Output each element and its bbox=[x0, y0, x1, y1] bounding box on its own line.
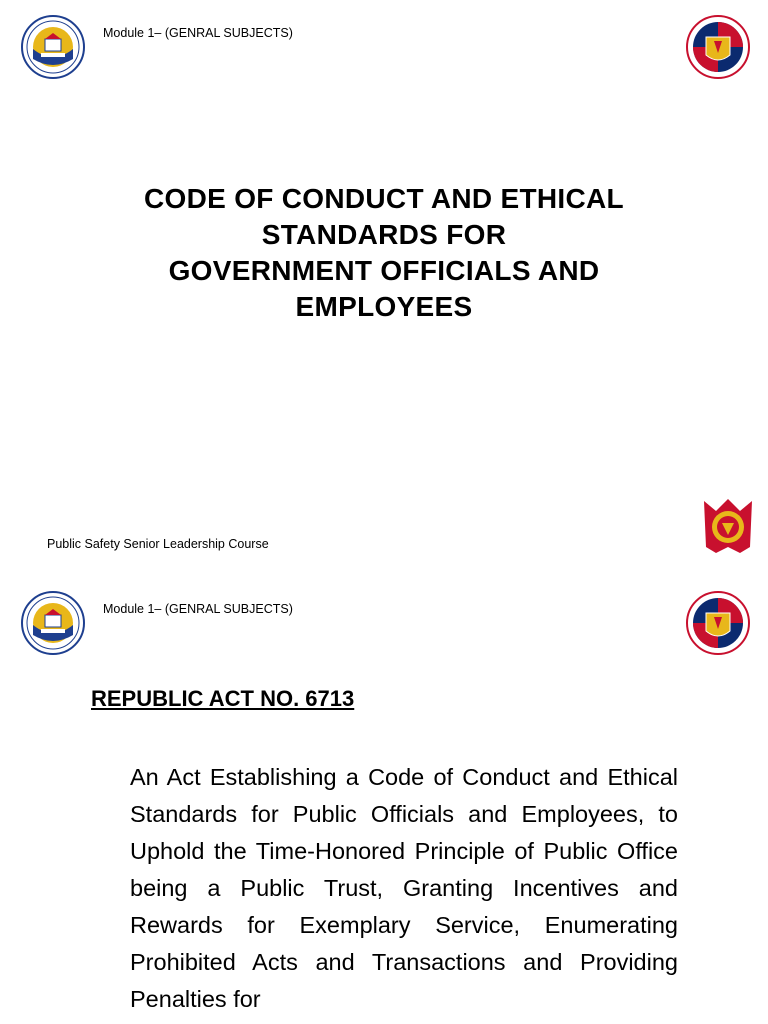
module-header: Module 1– (GENRAL SUBJECTS) bbox=[103, 26, 293, 40]
pnp-badge-icon bbox=[700, 497, 756, 557]
title-line-1: CODE OF CONDUCT AND ETHICAL bbox=[144, 183, 624, 214]
slide-title-text bbox=[84, 181, 684, 325]
pnpa-seal-icon bbox=[686, 15, 750, 79]
republic-act-description: An Act Establishing a Code of Conduct and Ethical Standards for Public Officials and Employees, to Uphold the Time-Honored Principle of Public Office being a Public Trust, Granting Incentives and Rewards for Exemplary Service, Enumerating Prohibited Acts and Transactions and Providing Penalties for bbox=[130, 764, 678, 1012]
pnpa-seal-icon bbox=[686, 591, 750, 655]
course-footer: Public Safety Senior Leadership Course bbox=[47, 537, 269, 551]
title-line-4: EMPLOYEES bbox=[295, 291, 473, 322]
school-seal-icon bbox=[21, 15, 85, 79]
slide-republic-act bbox=[0, 576, 768, 1024]
module-header: Module 1– (GENRAL SUBJECTS) bbox=[103, 602, 293, 616]
school-seal-icon bbox=[21, 591, 85, 655]
title-line-3: GOVERNMENT OFFICIALS AND bbox=[168, 255, 600, 286]
republic-act-heading: REPUBLIC ACT NO. 6713 bbox=[91, 686, 355, 711]
title-line-2: STANDARDS FOR bbox=[261, 219, 507, 250]
